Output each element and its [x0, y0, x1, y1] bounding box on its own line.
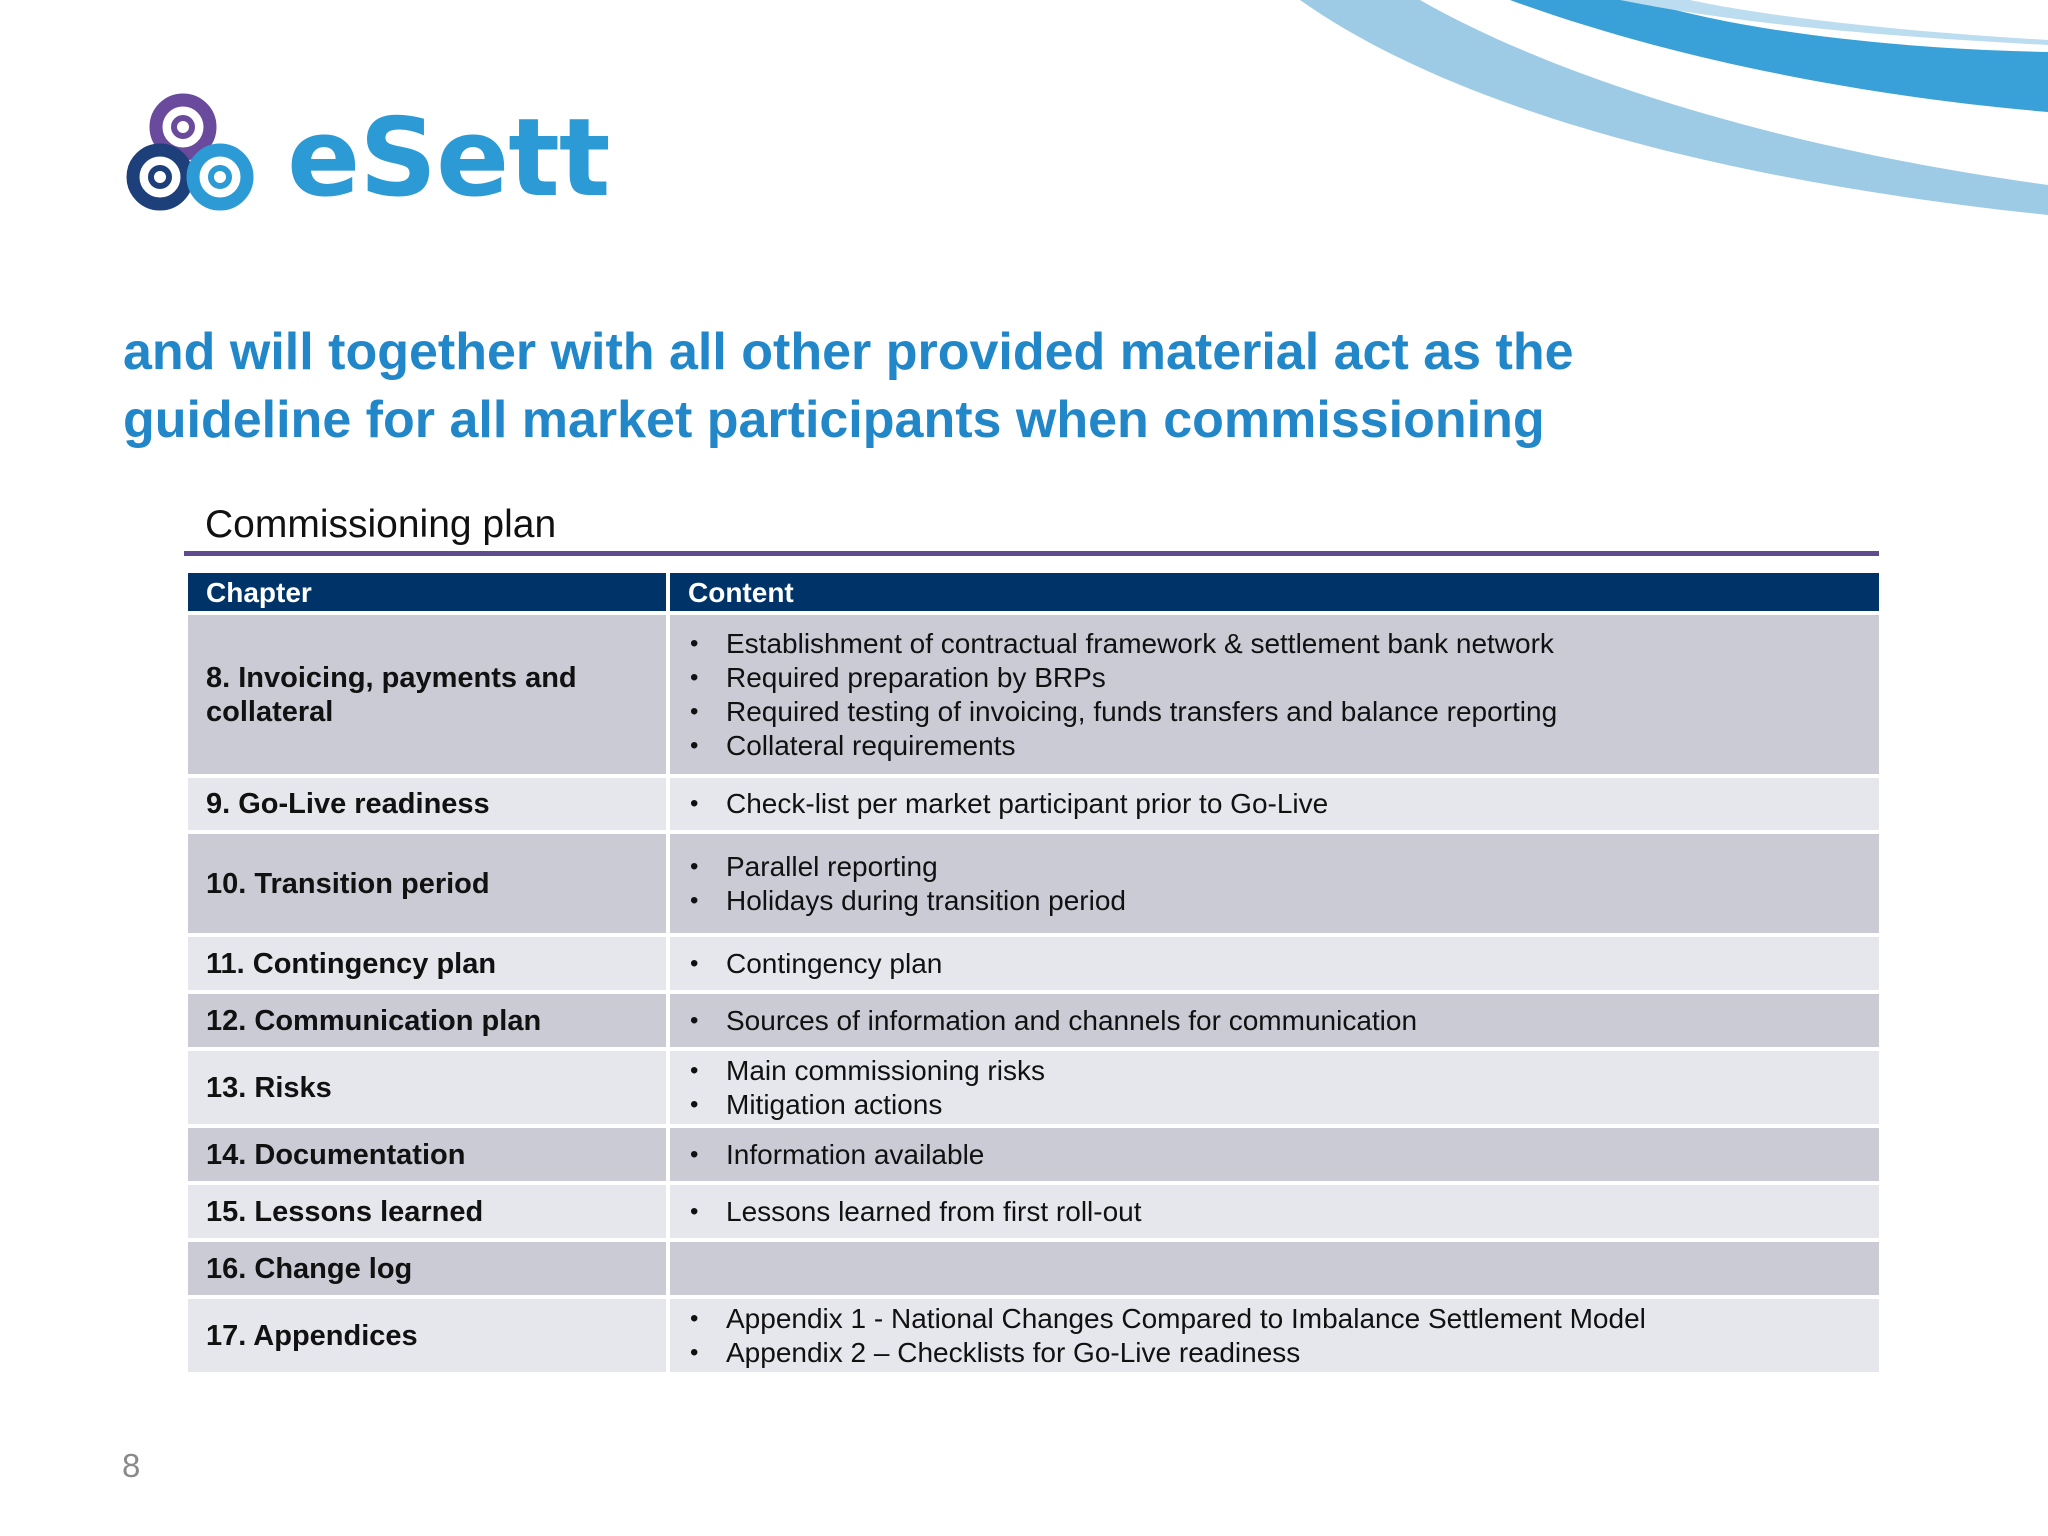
chapter-cell: 13. Risks [186, 1049, 668, 1126]
chapter-cell: 16. Change log [186, 1240, 668, 1297]
content-cell [668, 1049, 1881, 1126]
content-cell [668, 1126, 1881, 1183]
content-bullet: • Mitigation actions [688, 1088, 1861, 1122]
content-bullet: • Lessons learned from first roll-out [688, 1195, 1861, 1229]
content-bullet: • Holidays during transition period [688, 884, 1861, 918]
content-cell [668, 992, 1881, 1049]
esett-logo-wordmark: eSett [287, 96, 610, 221]
content-cell [668, 1183, 1881, 1240]
table-row [186, 1297, 1881, 1374]
chapter-cell: 10. Transition period [186, 832, 668, 935]
section-divider [184, 551, 1879, 556]
content-bullet: • Sources of information and channels for communication [688, 1004, 1861, 1038]
headline-line-2: guideline for all market participants when commissioning [123, 391, 1545, 449]
content-cell-empty [668, 1240, 1881, 1297]
chapter-cell: 9. Go-Live readiness [186, 776, 668, 832]
content-bullet: • Required testing of invoicing, funds transfers and balance reporting [688, 695, 1861, 729]
chapter-cell: 8. Invoicing, payments and collateral [186, 613, 668, 776]
table-row [186, 992, 1881, 1049]
column-header-chapter: Chapter [186, 571, 668, 613]
content-bullet: • Establishment of contractual framework & settlement bank network [688, 627, 1861, 661]
table-row [186, 613, 1881, 776]
table-header-row [186, 571, 1881, 613]
content-bullet: • Appendix 1 - National Changes Compared to Imbalance Settlement Model [688, 1302, 1861, 1336]
esett-logo [125, 85, 610, 225]
section-title: Commissioning plan [205, 503, 557, 546]
chapter-cell: 17. Appendices [186, 1297, 668, 1374]
content-cell [668, 776, 1881, 832]
table-row [186, 1126, 1881, 1183]
content-cell [668, 935, 1881, 992]
content-cell [668, 613, 1881, 776]
content-cell [668, 832, 1881, 935]
table-row [186, 935, 1881, 992]
chapter-cell: 11. Contingency plan [186, 935, 668, 992]
chapter-cell: 14. Documentation [186, 1126, 668, 1183]
content-cell [668, 1297, 1881, 1374]
content-bullet: • Required preparation by BRPs [688, 661, 1861, 695]
chapter-cell: 15. Lessons learned [186, 1183, 668, 1240]
esett-logo-mark-icon [125, 85, 265, 225]
content-bullet: • Check-list per market participant prior to Go-Live [688, 787, 1861, 821]
table-row [186, 776, 1881, 832]
content-bullet: • Parallel reporting [688, 850, 1861, 884]
page-number: 8 [122, 1447, 141, 1484]
content-bullet: • Contingency plan [688, 947, 1861, 981]
commissioning-plan-table [184, 569, 1883, 1376]
content-bullet: • Appendix 2 – Checklists for Go-Live readiness [688, 1336, 1861, 1370]
table-row [186, 1240, 1881, 1297]
table-row [186, 1183, 1881, 1240]
table-row [186, 832, 1881, 935]
headline-line-1: and will together with all other provided material act as the [123, 323, 1574, 381]
chapter-cell: 12. Communication plan [186, 992, 668, 1049]
content-bullet: • Collateral requirements [688, 729, 1861, 763]
column-header-content: Content [668, 571, 1881, 613]
content-bullet: • Main commissioning risks [688, 1054, 1861, 1088]
content-bullet: • Information available [688, 1138, 1861, 1172]
table-row [186, 1049, 1881, 1126]
page-headline [123, 318, 1923, 454]
